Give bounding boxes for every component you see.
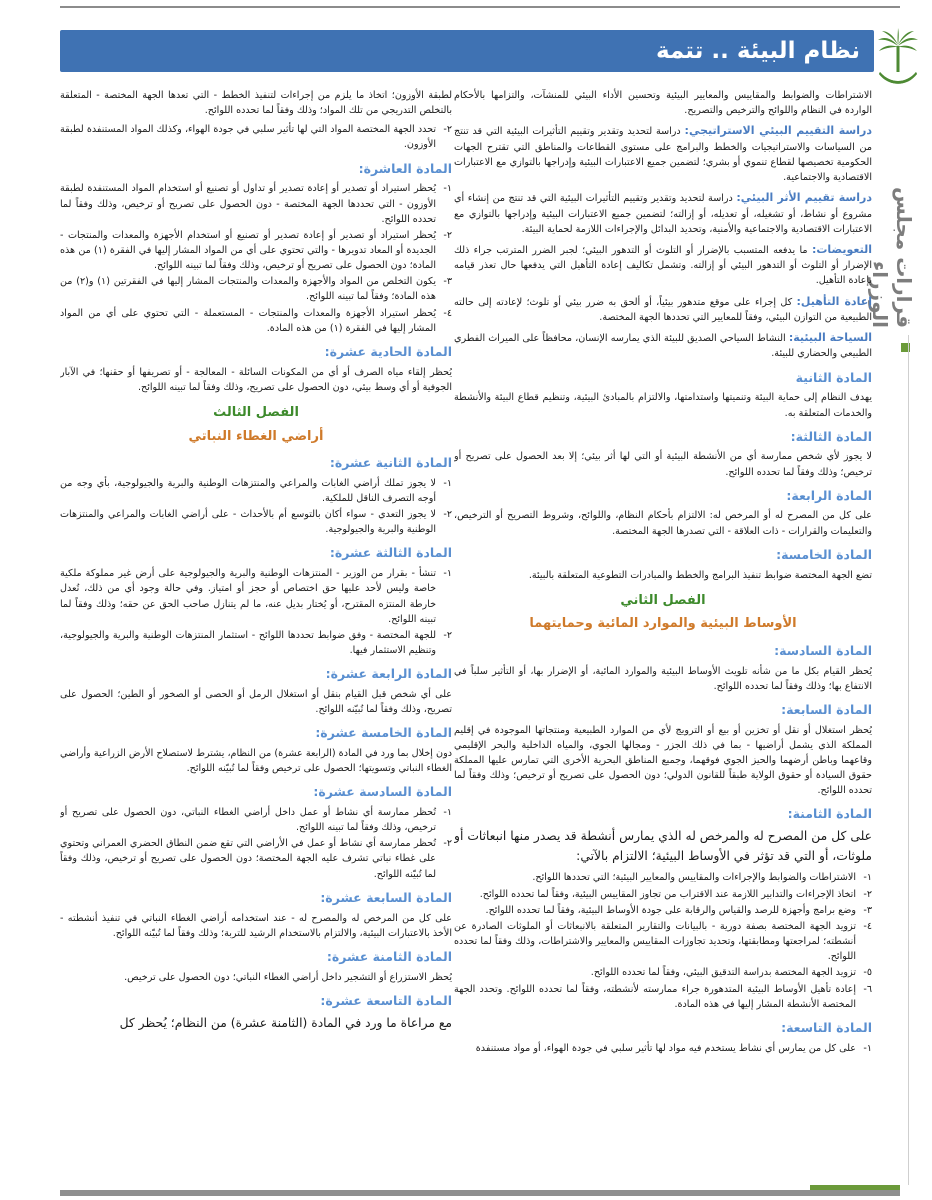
article-10-list — [60, 181, 452, 336]
definition-term: إعادة التأهيل: — [796, 294, 872, 308]
chapter-heading: الفصل الثاني — [620, 592, 706, 608]
list-item: ٦-إعادة تأهيل الأوساط البيئية المتدهورة جراء ممارسته لأنشطته، وفقاً لما تحدده اللوائح. وتحدد الجهة المختصة الأنشطة المشار إليها في هذه المادة. — [454, 983, 872, 1010]
list-item: ٢-للجهة المختصة - وفق ضوابط تحددها اللوائح - استثمار المنتزهات الوطنية والبرية والجيولوجية، وتنظيم الاستثمار فيها. — [60, 629, 452, 656]
article-heading: المادة الخامسة عشرة: — [315, 725, 452, 741]
definition-term: دراسة التقييم البيئي الاستراتيجي: — [684, 124, 872, 138]
article-16-list — [60, 805, 452, 882]
section-title-bar — [60, 30, 874, 72]
list-item: ٥-تزويد الجهة المختصة بدراسة التدقيق البيئي، وفقاً لما تحدده اللوائح. — [590, 967, 872, 979]
article-heading: المادة السابعة عشرة: — [320, 889, 452, 905]
article-text: لا يجوز لأي شخص ممارسة أي من الأنشطة البيئية أو التي لها أثر بيئي؛ إلا بعد الحصول على تصريح أو ترخيص؛ وذلك وفقاً لما تحدده اللوائح. — [454, 451, 872, 478]
brand-strip — [870, 28, 930, 328]
article-heading: المادة الحادية عشرة: — [324, 343, 452, 359]
article-heading: المادة الثالثة: — [790, 428, 872, 444]
article-heading: المادة الثانية عشرة: — [329, 455, 452, 471]
article-heading: المادة الرابعة: — [786, 487, 872, 503]
article-heading: المادة الخامسة: — [776, 546, 872, 562]
list-item: ٤-تزويد الجهة المختصة بصفة دورية - بالبيانات والتقارير المتعلقة بالانبعاثات أو الملوثات الصادرة عن أنشطته؛ لمراجعتها ومطابقتها، وتحديد تجاوزات المقاييس والمعايير والاشتراطات، وذلك وفقاً لما تحدده اللوائح. — [454, 920, 872, 963]
list-item: ١-يُحظر استيراد أو تصدير أو إعادة تصدير أو تداول أو تصنيع أو استخدام المواد المستنفدة لطبقة الأوزون - التي تحددها الجهة المختصة - دون الحصول على تصريح أو ترخيص، وذلك وفقاً لما تحدده اللوائح. — [60, 183, 452, 225]
chapter-heading: الفصل الثالث — [213, 405, 299, 420]
article-text: على أي شخص قبل القيام بنقل أو استغلال الرمل أو الحصى أو الصخور أو الطين؛ الحصول على تصريح، وذلك وفقاً لما تُبيّنه اللوائح. — [60, 688, 452, 716]
definition-eia: دراسة تقييم الأثر البيئي: دراسة لتحديد وتقدير وتقييم التأثيرات البيئية التي قد تنتج من إنشاء أي مشروع أو نشاط، أو تشغيله، أو تعديله، أو إزالته؛ لتضمين جميع الاعتبارات البيئية وإدراجها بالتوازي مع الاعتبارات الاقتصادية والاجتماعية والأمنية، وتحديد البدائل والإجراءات اللازمة لحماية البيئة. — [454, 191, 872, 235]
list-item: ٣-يكون التخلص من المواد والأجهزة والمعدات والمنتجات المشار إليها في الفقرتين (١) و(٢) من هذه المادة؛ وفقاً لما تبينه اللوائح. — [60, 276, 452, 303]
list-item: ١-تنشأ - بقرار من الوزير - المنتزهات الوطنية والبرية والجيولوجية على أرض غير مملوكة ملكية خاصة وليس لأحد عليها حق اختصاص أو حجز أو امتياز. وفي حالة وجود أي من ذلك، تُعدل خارطة المنتزه المقترح، أو يُختار بديل عنه، ما لم يتنازل صاحب الحق عن حقه؛ وذلك وفقاً لما تبينه اللوائح. — [60, 568, 452, 625]
chapter-subtitle: الأوساط البيئية والموارد المائية وحمايتهما — [529, 616, 797, 632]
continued-list — [60, 122, 452, 152]
top-rule — [60, 6, 900, 8]
article-text: يهدف النظام إلى حماية البيئة وتنميتها واستدامتها، والالتزام بالمبادئ البيئية، وتنظيم قطاع البيئة والأنشطة والخدمات المتعلقة به. — [454, 392, 872, 419]
definition-compensation: التعويضات: ما يدفعه المتسبب بالإضرار أو التلوث أو التدهور البيئي؛ لجبر الضرر المترتب جراء ذلك الإضرار أو التلوث أو التدهور البيئي أو إزالته. وتشمل تكاليف إعادة التأهيل التي يدفعها حال تعذر قيامه بإعادة التأهيل. — [454, 242, 872, 287]
article-heading: المادة التاسعة: — [781, 1019, 872, 1035]
article-heading: المادة الثالثة عشرة: — [329, 545, 452, 561]
article-heading: المادة الثانية — [795, 369, 872, 385]
article-heading: المادة العاشرة: — [358, 160, 452, 176]
article-heading: المادة السادسة عشرة: — [313, 784, 452, 800]
article-heading: المادة الثامنة عشرة: — [326, 948, 452, 964]
brand-title: قرارات مجلس الوزراء — [868, 186, 916, 328]
list-item: ٢-يُحظر استيراد أو تصدير أو إعادة تصدير أو تصنيع أو استخدام الأجهزة والمعدات والمنتجات - الجديدة أو المعاد تدويرها - والتي تحتوي على أي من المواد المشار إليها في الفقرة (١) من هذه المادة؛ دون الحصول على تصريح أو ترخيص، وذلك وفقاً لما تبينه اللوائح. — [60, 229, 452, 272]
article-text-large: على كل من المصرح له والمرخص له الذي يمارس أنشطة قد يصدر منها انبعاثات أو ملوثات، أو التي قد تؤثر في الأوساط البيئية؛ الالتزام بالآتي: — [454, 829, 872, 863]
article-heading: المادة الرابعة عشرة: — [325, 666, 452, 682]
list-item: ٢-اتخاذ الإجراءات والتدابير اللازمة عند الاقتراب من تجاوز المقاييس البيئية، وفقاً لما تحدده اللوائح. — [479, 888, 872, 900]
footer-rule — [60, 1190, 900, 1196]
article-12-list — [60, 476, 452, 538]
article-text: يُحظر إلقاء مياه الصرف أو أي من المكونات السائلة - المعالجة - أو تصريفها أو حقنها؛ في الآبار الجوفية أو أي وسط بيئي، دون الحصول على تصريح، وذلك وفقاً لما تبينه اللوائح. — [60, 366, 452, 393]
list-item: ٤-يُحظر استيراد الأجهزة والمعدات والمنتجات - المستعملة - التي تحتوي على أي من المواد المشار إليها في الفقرة (١) من هذه المادة. — [60, 307, 452, 334]
list-item: ٢-لا يجوز التعدي - سواء أكان بالتوسع أم بالأحداث - على أراضي الغابات والمراعي والمنتزهات الوطنية والبرية والجيولوجية. — [60, 509, 452, 536]
article-text-large: مع مراعاة ما ورد في المادة (الثامنة عشرة) من النظام؛ يُحظر كل — [119, 1015, 452, 1030]
list-item: ٢-تحدد الجهة المختصة المواد التي لها تأثير سلبي في جودة الهواء، وكذلك المواد المستنفدة لطبقة الأوزون. — [60, 124, 452, 151]
article-9-list — [454, 1041, 872, 1056]
list-item: ١-على كل من يمارس أي نشاط يستخدم فيه مواد لها تأثير سلبي في جودة الهواء، أو مواد مستنفدة — [475, 1042, 872, 1054]
article-text: تضع الجهة المختصة ضوابط تنفيذ البرامج والخطط والمبادرات التطوعية المتعلقة بالبيئة. — [528, 569, 872, 581]
left-column — [60, 88, 452, 1184]
page-title: نظام البيئة .. تتمة — [655, 38, 860, 64]
palm-swords-emblem-icon — [874, 28, 922, 92]
list-item: ٣-وضع برامج وأجهزة للرصد والقياس والرقابة على جودة الأوساط البيئية، وفقاً لما تحدده اللوائح. — [485, 904, 872, 916]
article-heading: المادة الثامنة: — [787, 806, 872, 822]
article-text: يُحظر استغلال أو نقل أو تخزين أو بيع أو الترويج لأي من الموارد الطبيعية ومنتجاتها الموجودة في إقليم المملكة الذي يشمل أراضيها - بما في ذلك الجزر - ومجالها الجوي، والمياه الداخلية والبحر الإقليمي وقاعهما وباطن أرضهما والحيز الجوي فوقهما، وجميع المناطق البحرية الأخرى التي تمارس عليها المملكة حقوق السيادة أو حقوق الولاية طبقاً للقانون الدولي؛ دون الحصول على تصريح أو ترخيص؛ وذلك وفقاً لما تحدده اللوائح. — [454, 724, 872, 797]
definition-term: السياحة البيئية: — [788, 331, 872, 345]
article-heading: المادة التاسعة عشرة: — [320, 992, 452, 1008]
definition-ecotourism: السياحة البيئية: النشاط السياحي الصديق للبيئة الذي يمارسه الإنسان، محافظاً على الميراث الفطري الطبيعي والحضاري للبيئة. — [454, 331, 872, 360]
definition-strategic: دراسة التقييم البيئي الاستراتيجي: دراسة لتحديد وتقدير وتقييم التأثيرات البيئية التي قد تنتج من السياسات والاستراتيجيات والخطط والبرامج على مستوى القطاعات والمناطق التي تقترح الجهات الحكومية تخصيصها لقطاع تنموي أو بشري؛ لتضمين جميع الاعتبارات البيئية وإدراجها بالتوازي مع الاعتبارات الاقتصادية والاجتماعية. — [454, 124, 872, 183]
article-text: على كل من المصرح له أو المرخص له: الالتزام بأحكام النظام، واللوائح، وشروط التصريح أو الترخيص، والتعليمات والقرارات - ذات العلاقة - التي تصدرها الجهة المختصة. — [454, 510, 872, 537]
definition-rehabilitation: إعادة التأهيل: كل إجراء على موقع متدهور بيئياً، أو ألحق به ضرر بيئي أو تلوث؛ لإعادته إلى حالته الطبيعية من التوازن البيئي، وفقاً للمعايير التي تحددها الجهة المختصة. — [454, 294, 872, 323]
intro-paragraph: الاشتراطات والضوابط والمقاييس والمعايير البيئية وتحسين الأداء البيئي للمنشآت، والتزامها بالأحكام الواردة في النظام واللوائح والترخيص والتصريح. — [454, 90, 872, 117]
list-item: ١-تُحظر ممارسة أي نشاط أو عمل داخل أراضي الغطاء النباتي، دون الحصول على تصريح أو ترخيص، وذلك وفقاً لما تبينه اللوائح. — [60, 807, 452, 834]
article-heading: المادة السادسة: — [774, 642, 872, 658]
margin-divider — [908, 335, 909, 1185]
article-13-list — [60, 566, 452, 658]
right-column — [454, 88, 872, 1184]
list-item: ١-الاشتراطات والضوابط والإجراءات والمقاييس والمعايير البيئية؛ التي تحددها اللوائح. — [532, 872, 872, 884]
article-8-list — [454, 870, 872, 1011]
definition-term: دراسة تقييم الأثر البيئي: — [736, 191, 872, 205]
article-text: دون إخلال بما ورد في المادة (الرابعة عشرة) من النظام، يشترط لاستصلاح الأرض الزراعية وأراضي الغطاء النباتي وتسويتها؛ الحصول على ترخيص وفقاً لما تُبيّنه اللوائح. — [60, 747, 452, 775]
continued-paragraph: لطبقة الأوزون؛ اتخاذ ما يلزم من إجراءات لتنفيذ الخطط - التي تعدها الجهة المختصة - المتعلقة بالتخلص التدريجي من تلك المواد؛ وذلك وفقاً لما تحدده اللوائح. — [60, 90, 452, 117]
definition-term: التعويضات: — [811, 242, 872, 256]
article-text: يُحظر الاستزراع أو التشجير داخل أراضي الغطاء النباتي؛ دون الحصول على ترخيص. — [124, 971, 452, 983]
article-text: على كل من المرخص له والمصرح له - عند استخدامه أراضي الغطاء النباتي في تنفيذ أنشطته - الأخذ بالاعتبارات البيئية، والالتزام بالاستخدام الرشيد للتربة؛ وذلك وفقاً لما تُبيّنه اللوائح. — [60, 912, 452, 939]
article-heading: المادة السابعة: — [781, 701, 872, 717]
list-item: ١-لا يجوز تملك أراضي الغابات والمراعي والمنتزهات الوطنية والبرية والجيولوجية، بأي وجه من أوجه التصرف الناقل للملكية. — [60, 477, 452, 504]
article-text: يُحظر القيام بكل ما من شأنه تلويث الأوساط البيئية والموارد المائية، أو الإضرار بها، أو التأثير سلباً في الانتفاع بها؛ وذلك وفقاً لما تحدده اللوائح. — [454, 665, 872, 692]
chapter-subtitle: أراضي الغطاء النباتي — [188, 428, 324, 444]
list-item: ٢-تُحظر ممارسة أي نشاط أو عمل في الأراضي التي تقع ضمن النطاق الحضري العمراني وتحتوي على غطاء نباتي تشرف عليه الجهة المختصة؛ دون الحصول على تصريح أو ترخيص، وذلك وفقاً لما تُبيّنه اللوائح. — [60, 838, 452, 880]
